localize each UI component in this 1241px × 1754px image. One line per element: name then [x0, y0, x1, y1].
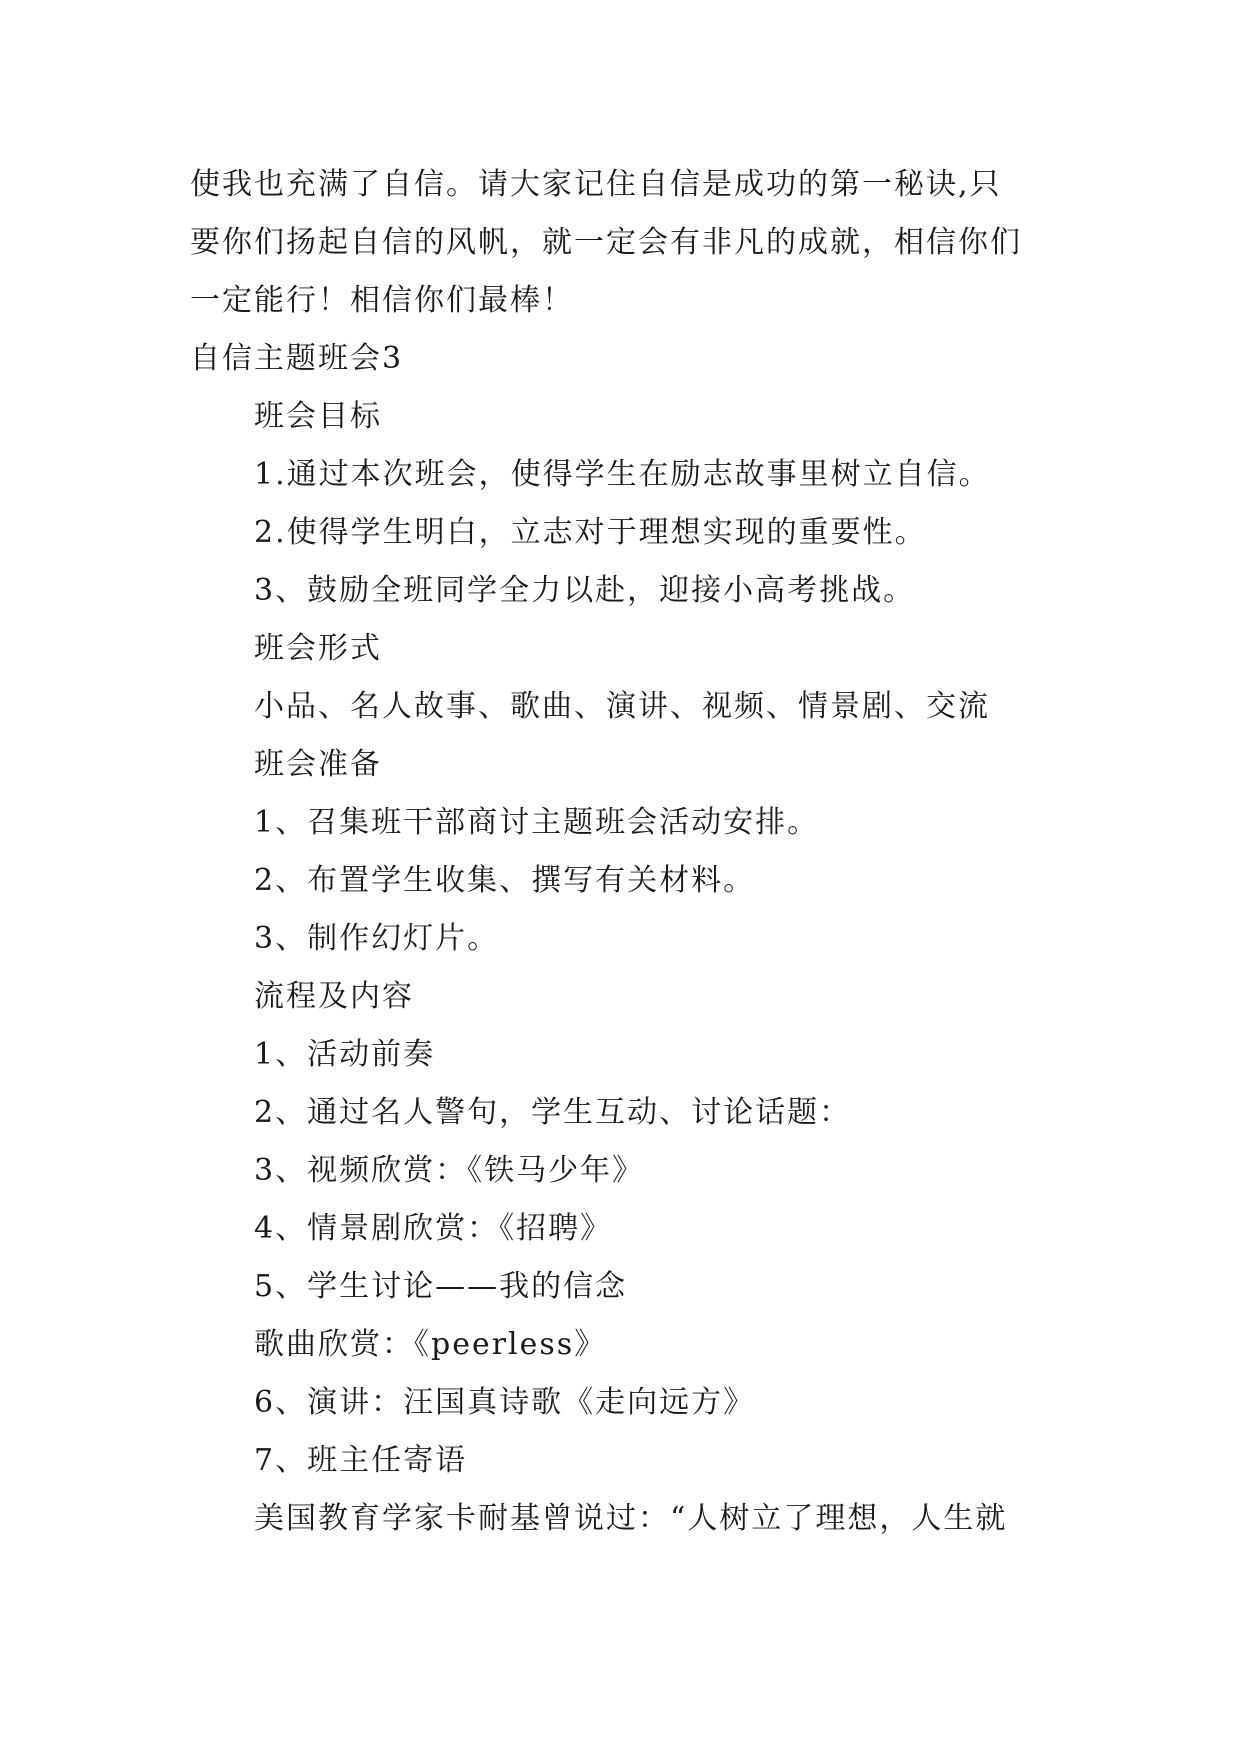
paragraph-line: 使我也充满了自信。请大家记住自信是成功的第一秘诀,只 [190, 167, 1002, 202]
list-item: 4、情景剧欣赏：《招聘》 [254, 1211, 613, 1246]
list-item: 3、鼓励全班同学全力以赴，迎接小高考挑战。 [254, 573, 916, 608]
list-item: 1、召集班干部商讨主题班会活动安排。 [254, 805, 820, 840]
list-item: 2、通过名人警句，学生互动、讨论话题： [254, 1095, 852, 1130]
list-item: 1.通过本次班会，使得学生在励志故事里树立自信。 [254, 457, 991, 492]
paragraph-line: 要你们扬起自信的风帆，就一定会有非凡的成就，相信你们 [190, 225, 1022, 260]
section-heading: 班会准备 [254, 747, 382, 782]
list-item: 6、演讲：汪国真诗歌《走向远方》 [254, 1385, 756, 1420]
list-item: 3、视频欣赏：《铁马少年》 [254, 1153, 645, 1188]
paragraph-line: 歌曲欣赏：《peerless》 [254, 1327, 607, 1362]
list-item: 5、学生讨论——我的信念 [254, 1269, 628, 1304]
section-heading: 班会形式 [254, 631, 382, 666]
section-heading: 班会目标 [254, 399, 382, 434]
section-heading: 流程及内容 [254, 979, 414, 1014]
list-item: 2、布置学生收集、撰写有关材料。 [254, 863, 756, 898]
paragraph-line: 小品、名人故事、歌曲、演讲、视频、情景剧、交流 [254, 689, 990, 724]
list-item: 2.使得学生明白，立志对于理想实现的重要性。 [254, 515, 927, 550]
paragraph-line: 美国教育学家卡耐基曾说过：“人树立了理想，人生就 [254, 1501, 1008, 1536]
list-item: 3、制作幻灯片。 [254, 921, 500, 956]
section-title: 自信主题班会3 [190, 341, 404, 376]
paragraph-line: 一定能行！相信你们最棒！ [190, 283, 574, 318]
list-item: 7、班主任寄语 [254, 1443, 468, 1478]
list-item: 1、活动前奏 [254, 1037, 436, 1072]
